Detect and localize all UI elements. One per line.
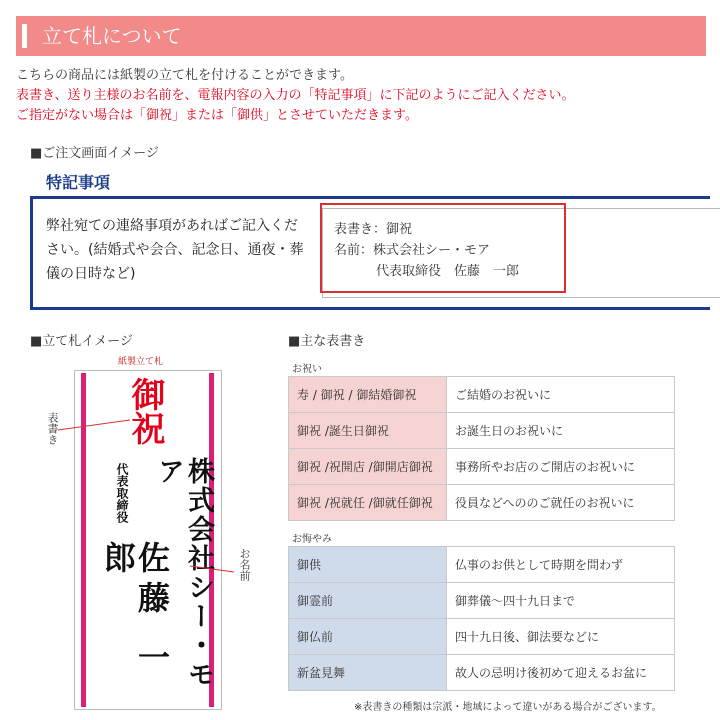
table-row (289, 583, 675, 619)
celebration-label: お祝い (292, 364, 322, 375)
footnote: ※表書きの種類は宗派・地域によって違いがある場合がございます。 (354, 702, 662, 713)
input-line-name: 名前：株式会社シー・モア (334, 243, 491, 258)
annotation-name: お名前 (238, 548, 251, 581)
table-row (289, 619, 675, 655)
section-header (16, 16, 706, 56)
row-value: 仏事のお供として時期を問わず (447, 547, 675, 583)
row-key: 御霊前 (289, 583, 447, 619)
annotation-omotegaki: 表書き (46, 412, 59, 445)
row-key: 御仏前 (289, 619, 447, 655)
annotation-omote-line (58, 412, 138, 442)
card-company: 株式会社シー・モア (153, 457, 214, 689)
card-omotegaki: 御祝 (125, 377, 165, 445)
header-accent-bar (22, 24, 27, 48)
row-key: 御祝 /祝就任 /御就任御祝 (289, 485, 447, 521)
input-line-title: 代表取締役 佐藤 一郎 (376, 264, 520, 279)
condolence-label: お悔やみ (292, 534, 332, 545)
intro-line-1: こちらの商品には紙製の立て札を付けることができます。 (16, 68, 353, 83)
intro-line-3: ご指定がない場合は「御祝」または「御供」とさせていただきます。 (16, 108, 418, 123)
row-value: 故人の忌明け後初めて迎えるお盆に (447, 655, 675, 691)
list-label: ■主な表書き (288, 334, 366, 349)
row-value: 役員などへののご就任のお祝いに (447, 485, 675, 521)
celebration-table (288, 376, 675, 521)
card-label: 紙製立て札 (118, 357, 164, 367)
row-key: 御祝 /祝開店 /御開店御祝 (289, 449, 447, 485)
row-key: 新盆見舞 (289, 655, 447, 691)
tokki-title: 特記事項 (46, 173, 111, 192)
row-key: 御祝 /誕生日御祝 (289, 413, 447, 449)
row-value: 御葬儀〜四十九日まで (447, 583, 675, 619)
table-row (289, 413, 675, 449)
table-row (289, 449, 675, 485)
row-value: ご結婚のお祝いに (447, 377, 675, 413)
annotation-name-line (190, 560, 236, 580)
intro-text (16, 66, 574, 126)
tokki-instruction: 弊社宛ての連絡事項があればご記入ください。(結婚式や会合、記念日、通夜・葬儀の日時など) (46, 218, 304, 282)
card-position: 代表取締役 (115, 463, 129, 523)
order-screen-label: ■ご注文画面イメージ (30, 146, 159, 161)
table-row (289, 547, 675, 583)
row-value: 事務所やお店のご開店のお祝いに (447, 449, 675, 485)
table-row (289, 377, 675, 413)
card-name: 佐藤 一郎 (99, 541, 171, 681)
table-row (289, 485, 675, 521)
row-key: 寿 / 御祝 / 御結婚御祝 (289, 377, 447, 413)
input-line-omote: 表書き：御祝 (334, 222, 413, 237)
row-key: 御供 (289, 547, 447, 583)
section-title: 立て札について (42, 24, 182, 48)
condolence-table (288, 546, 675, 691)
row-value: 四十九日後、御法要などに (447, 619, 675, 655)
table-row (289, 655, 675, 691)
row-value: お誕生日のお祝いに (447, 413, 675, 449)
intro-line-2: 表書き、送り主様のお名前を、電報内容の入力の「特記事項」に下記のようにご記入ください。 (16, 88, 575, 103)
tatefuda-label: ■立て札イメージ (30, 334, 133, 349)
